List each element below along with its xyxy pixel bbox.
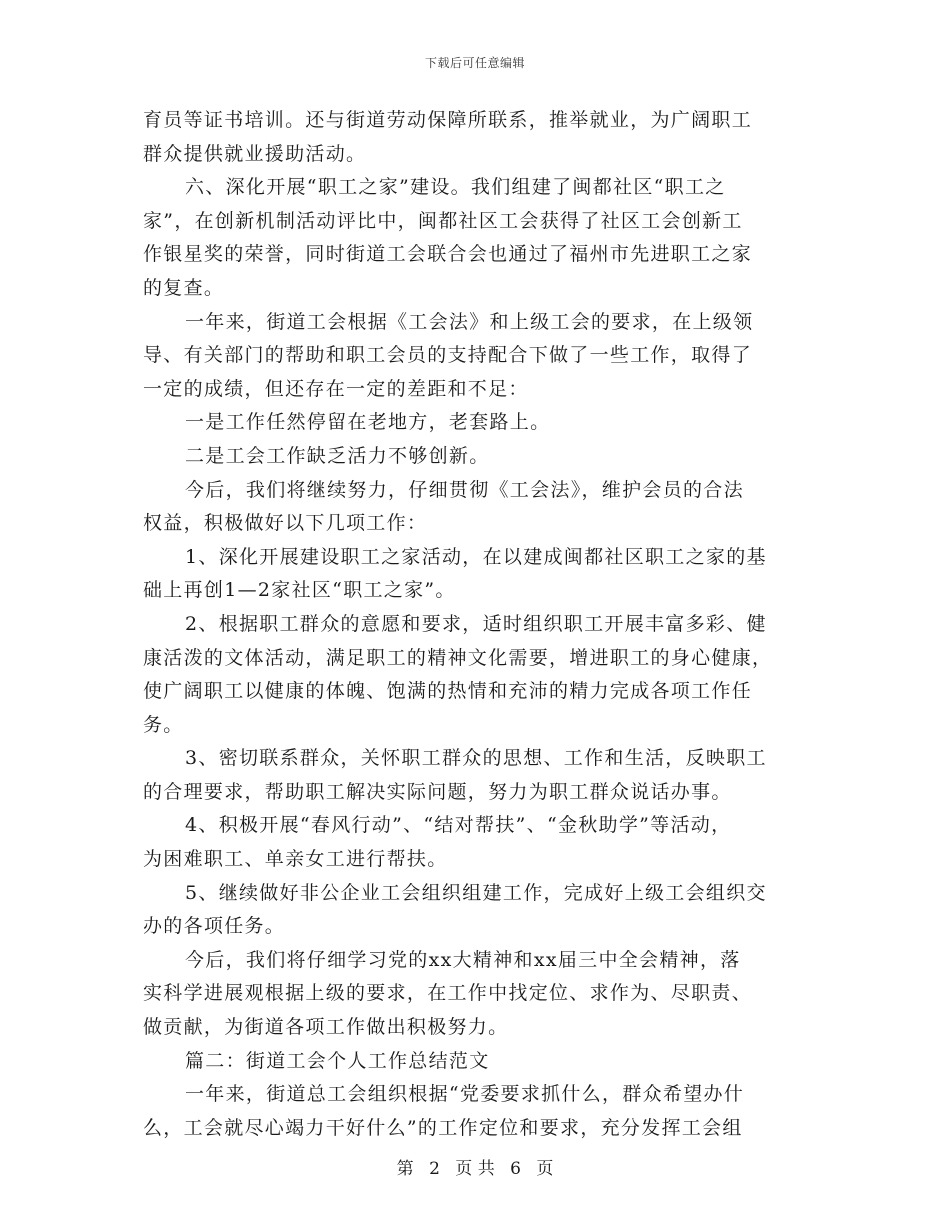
text-line: 使广阔职工以健康的体魄、饱满的热情和充沛的精力完成各项工作任 <box>143 680 753 703</box>
text-line: 一年来，街道总工会组织根据“党委要求抓什么，群众希望办什 <box>185 1083 745 1106</box>
page-footer <box>0 1154 950 1179</box>
text-line: 今后，我们将仔细学习党的xx大精神和xx届三中全会精神，落 <box>185 948 741 971</box>
text-line: 础上再创1—2家社区“职工之家”。 <box>143 579 456 602</box>
text-line: 4、积极开展“春风行动”、“结对帮扶”、“金秋助学”等活动， <box>185 814 732 837</box>
text-line: 权益，积极做好以下几项工作： <box>143 512 428 535</box>
text-line: 办的各项任务。 <box>143 915 286 938</box>
text-line: 康活泼的文体活动，满足职工的精神文化需要，增进职工的身心健康， <box>143 646 773 669</box>
footer-prefix: 第 <box>396 1159 414 1179</box>
text-line: 育员等证书培训。还与街道劳动保障所联系，推举就业，为广阔职工 <box>143 109 753 131</box>
text-line: 5、继续做好非公企业工会组织组建工作，完成好上级工会组织交 <box>185 881 767 904</box>
text-line: 实科学进展观根据上级的要求，在工作中找定位、求作为、尽职责、 <box>143 982 753 1005</box>
text-line: 二是工会工作缺乏活力不够创新。 <box>185 444 490 467</box>
text-line: 务。 <box>143 713 184 736</box>
footer-total-pages: 6 <box>510 1159 521 1179</box>
text-line: 六、深化开展“职工之家”建设。我们组建了闽都社区“职工之 <box>185 176 726 199</box>
text-line: 1、深化开展建设职工之家活动，在以建成闽都社区职工之家的基 <box>185 545 767 568</box>
text-line: 一定的成绩，但还存在一定的差距和不足： <box>143 377 529 400</box>
text-line: 导、有关部门的帮助和职工会员的支持配合下做了一些工作，取得了 <box>143 344 753 367</box>
text-line: 么，工会就尽心竭力干好什么”的工作定位和要求，充分发挥工会组 <box>143 1116 743 1139</box>
text-line: 群众提供就业援助活动。 <box>143 142 367 165</box>
text-line: 为困难职工、单亲女工进行帮扶。 <box>143 848 448 871</box>
footer-current-page: 2 <box>429 1159 440 1179</box>
text-line: 今后，我们将继续努力，仔细贯彻《工会法》，维护会员的合法 <box>185 478 744 501</box>
footer-suffix: 页 <box>536 1159 554 1179</box>
text-line: 2、根据职工群众的意愿和要求，适时组织职工开展丰富多彩、健 <box>185 612 767 635</box>
text-line: 一是工作任然停留在老地方，老套路上。 <box>185 411 551 434</box>
page-header-note: 下载后可任意编辑 <box>424 56 525 70</box>
text-line: 做贡献，为街道各项工作做出积极努力。 <box>143 1016 509 1039</box>
text-line: 的合理要求，帮助职工解决实际问题，努力为职工群众说话办事。 <box>143 780 732 803</box>
document-body <box>143 104 815 1145</box>
text-line: 家”，在创新机制活动评比中，闽都社区工会获得了社区工会创新工 <box>143 209 743 232</box>
text-line: 的复查。 <box>143 276 225 299</box>
footer-middle: 页 共 <box>455 1159 495 1179</box>
text-line: 3、密切联系群众，关怀职工群众的思想、工作和生活，反映职工 <box>185 747 767 770</box>
text-line: 篇二：街道工会个人工作总结范文 <box>185 1049 490 1072</box>
text-line: 作银星奖的荣誉，同时街道工会联合会也通过了福州市先进职工之家 <box>143 243 753 266</box>
text-line: 一年来，街道工会根据《工会法》和上级工会的要求，在上级领 <box>185 310 754 333</box>
